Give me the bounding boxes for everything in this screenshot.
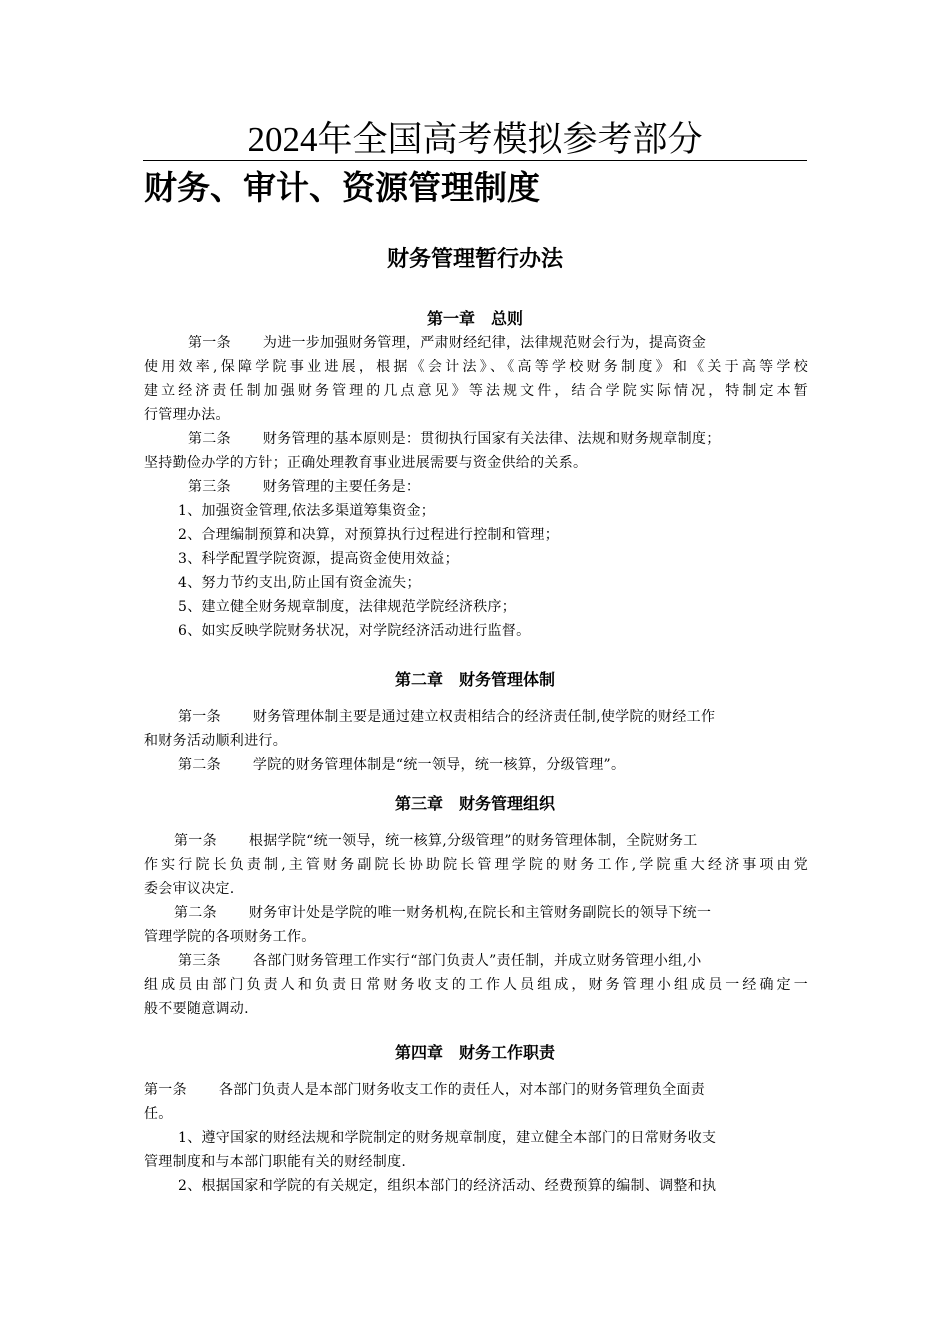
article-text: 管理制度和与本部门职能有关的财经制度. [144, 1154, 407, 1170]
article-label: 第二条 [188, 431, 231, 447]
article-text: 委会审议决定. [144, 881, 235, 897]
chapter-3-heading: 第三章 财务管理组织 [394, 794, 555, 813]
article-text: 使用效率,保障学院事业进展，根据《会计法》、《高等学校财务制度》和《关于高等学校 [144, 359, 808, 375]
article-label: 第三条 [188, 479, 231, 495]
article-label: 第二条 [178, 757, 221, 773]
chapter-3-body [144, 829, 808, 1021]
article-line [144, 427, 808, 451]
article-line [144, 475, 808, 499]
article-text: 根据学院“统一领导，统一核算,分级管理”的财务管理体制，全院财务工 [248, 833, 698, 849]
list-item: 1、遵守国家的财经法规和学院制定的财务规章制度，建立健全本部门的日常财务收支 [178, 1130, 717, 1146]
list-item: 5、建立健全财务规章制度，法律规范学院经济秩序； [178, 599, 517, 615]
chapter-1-heading: 第一章 总则 [426, 309, 523, 328]
article-text: 财务审计处是学院的唯一财务机构,在院长和主管财务副院长的领导下统一 [248, 905, 712, 921]
article-text: 组成员由部门负责人和负责日常财务收支的工作人员组成，财务管理小组成员一经确定一 [144, 977, 808, 993]
article-label: 第一条 [174, 833, 217, 849]
chapter-4-body [144, 1078, 808, 1198]
article-label: 第三条 [178, 953, 221, 969]
list-item: 4、努力节约支出,防止国有资金流失； [178, 575, 421, 591]
article-text: 坚持勤俭办学的方针；正确处理教育事业进展需要与资金供给的关系。 [144, 455, 588, 471]
section-title: 财务、审计、资源管理制度 [144, 168, 540, 207]
article-line [144, 753, 808, 777]
chapter-1-body [144, 331, 808, 643]
article-line [144, 1078, 808, 1102]
list-item: 3、科学配置学院资源，提高资金使用效益； [178, 551, 459, 567]
list-item: 2、根据国家和学院的有关规定，组织本部门的经济活动、经费预算的编制、调整和执 [178, 1178, 717, 1194]
article-label: 第一条 [178, 709, 221, 725]
article-text: 学院的财务管理体制是“统一领导，统一核算，分级管理”。 [252, 757, 626, 773]
article-line [144, 331, 808, 355]
page-header-banner: 2024年全国高考模拟参考部分 [143, 120, 807, 161]
article-line [144, 829, 808, 853]
chapter-4-heading: 第四章 财务工作职责 [394, 1043, 555, 1062]
article-line [144, 901, 808, 925]
article-text: 各部门负责人是本部门财务收支工作的责任人，对本部门的财务管理负全面责 [218, 1082, 706, 1098]
article-text: 行管理办法。 [144, 407, 230, 423]
article-text: 建立经济责任制加强财务管理的几点意见》等法规文件，结合学院实际情况，特制定本暂 [144, 383, 808, 399]
list-item: 1、加强资金管理,依法多渠道筹集资金； [178, 503, 436, 519]
article-text: 和财务活动顺利进行。 [144, 733, 287, 749]
article-text: 作实行院长负责制,主管财务副院长协助院长管理学院的财务工作,学院重大经济事项由党 [144, 857, 808, 873]
article-text: 为进一步加强财务管理，严肃财经纪律，法律规范财会行为，提高资金 [262, 335, 707, 351]
article-line [144, 705, 808, 729]
article-line [144, 949, 808, 973]
list-item: 6、如实反映学院财务状况，对学院经济活动进行监督。 [178, 623, 531, 639]
article-text: 财务管理的基本原则是：贯彻执行国家有关法律、法规和财务规章制度； [262, 431, 721, 447]
article-text: 管理学院的各项财务工作。 [144, 929, 316, 945]
article-label: 第一条 [188, 335, 231, 351]
article-label: 第一条 [144, 1082, 187, 1098]
article-label: 第二条 [174, 905, 217, 921]
article-text: 般不要随意调动. [144, 1001, 249, 1017]
list-item: 2、合理编制预算和决算，对预算执行过程进行控制和管理； [178, 527, 560, 543]
article-text: 任。 [144, 1106, 173, 1122]
chapter-2-heading: 第二章 财务管理体制 [394, 670, 555, 689]
article-text: 财务管理的主要任务是： [262, 479, 421, 495]
article-text: 各部门财务管理工作实行“部门负责人”责任制，并成立财务管理小组,小 [252, 953, 702, 969]
document-title: 财务管理暂行办法 [386, 247, 563, 272]
chapter-2-body [144, 705, 808, 777]
article-text: 财务管理体制主要是通过建立权责相结合的经济责任制,使学院的财经工作 [252, 709, 716, 725]
